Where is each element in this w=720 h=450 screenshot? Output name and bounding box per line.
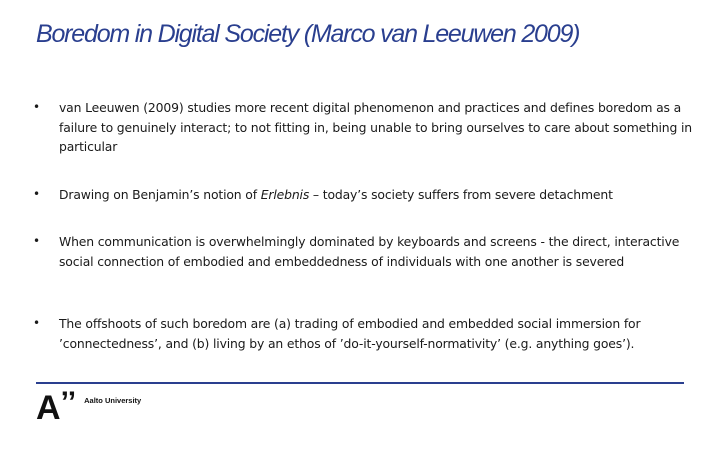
- bullet-text-pre: Drawing on Benjamin’s notion of: [59, 187, 261, 202]
- bullet-text: When communication is overwhelmingly dominated by keyboards and screens - the direct, interactive social connection of embodied and embeddedness of individuals with one another is severed: [59, 234, 680, 269]
- bullet-marker: •: [33, 100, 40, 114]
- bullet-text-emphasis: Erlebnis: [260, 187, 310, 202]
- bullet-marker: •: [33, 187, 40, 201]
- bullet-item: [33, 185, 693, 205]
- footer-divider: [36, 382, 684, 384]
- slide-title: Boredom in Digital Society (Marco van Leeuwen 2009): [36, 20, 580, 48]
- bullet-text: [59, 185, 693, 205]
- bullet-item: [33, 232, 693, 271]
- bullet-marker: •: [33, 234, 40, 248]
- logo-quote: ’’: [60, 386, 77, 419]
- logo-text: Aalto University: [84, 396, 142, 405]
- bullet-text: van Leeuwen (2009) studies more recent digital phenomenon and practices and defines boredom as a failure to genuinely interact; to not fitting in, being unable to bring ourselves to care about something in particular: [59, 100, 693, 154]
- bullet-marker: •: [33, 316, 40, 330]
- bullet-item: [33, 98, 693, 157]
- logo-mark: A: [36, 389, 60, 427]
- bullet-item: [33, 314, 693, 353]
- aalto-logo: [36, 386, 142, 427]
- bullet-text-post: – today’s society suffers from severe detachment: [309, 187, 613, 202]
- bullet-text: The offshoots of such boredom are (a) trading of embodied and embedded social immersion for ’connectedness’, and (b) living by an ethos of ’do-it-yourself-normativity’ (e.g. anything goes’).: [59, 316, 641, 351]
